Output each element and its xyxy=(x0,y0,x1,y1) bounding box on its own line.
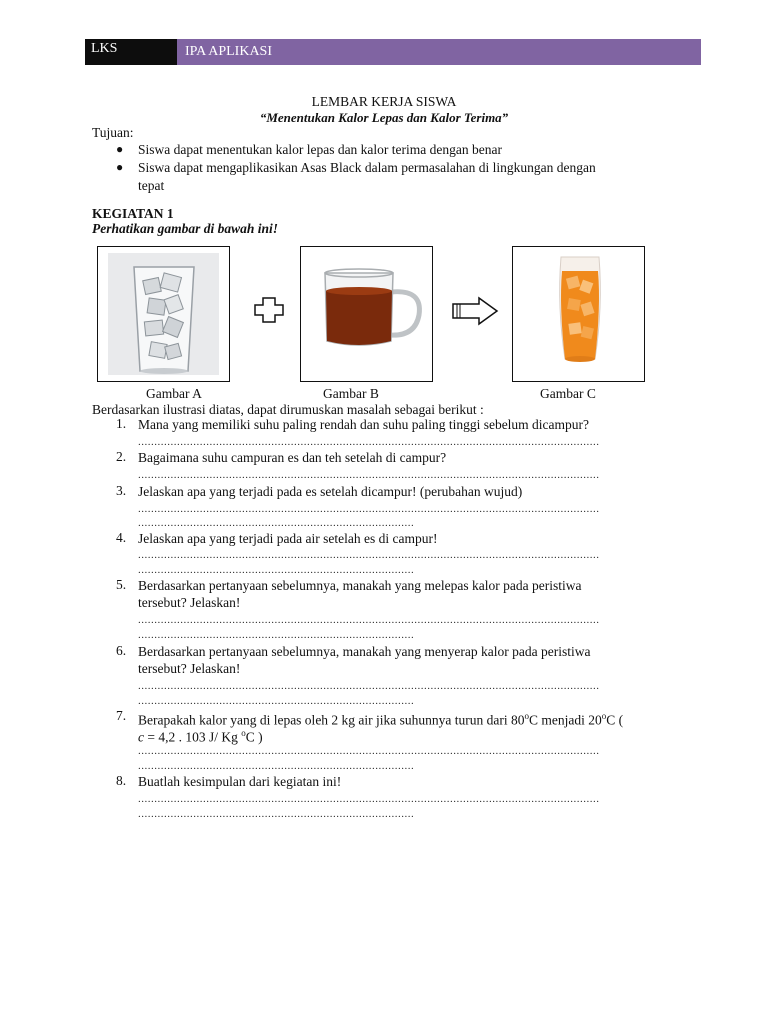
tujuan-item-1: Siswa dapat menentukan kalor lepas dan kalor terima dengan benar xyxy=(138,142,502,157)
answer-line[interactable]: ..................................................................................... xyxy=(138,629,415,641)
question-6-text: Berdasarkan pertanyaan sebelumnya, manakah yang menyerap kalor pada peristiwa xyxy=(138,644,591,659)
answer-line[interactable]: .............................................................................................................................................. xyxy=(138,549,600,561)
caption-gambar-c: Gambar C xyxy=(540,386,596,401)
figure-c-frame xyxy=(512,246,645,382)
arrow-right-icon xyxy=(451,296,499,326)
worksheet-subtitle: “Menentukan Kalor Lepas dan Kalor Terima” xyxy=(259,110,509,125)
question-number: 8. xyxy=(116,773,127,788)
answer-line[interactable]: .............................................................................................................................................. xyxy=(138,745,600,757)
answer-line[interactable]: ..................................................................................... xyxy=(138,564,415,576)
answer-line[interactable]: .............................................................................................................................................. xyxy=(138,680,600,692)
answer-line[interactable]: .............................................................................................................................................. xyxy=(138,469,600,481)
kegiatan-title: KEGIATAN 1 xyxy=(92,206,174,221)
tujuan-label: Tujuan: xyxy=(92,125,134,140)
header-subject-label: IPA APLIKASI xyxy=(177,39,701,65)
answer-line[interactable]: ..................................................................................... xyxy=(138,695,415,707)
iced-tea-glass-icon xyxy=(513,247,644,381)
tujuan-item-2-cont: tepat xyxy=(138,178,165,193)
header-lks-label: LKS xyxy=(85,39,177,65)
question-5-text-cont: tersebut? Jelaskan! xyxy=(138,595,241,610)
answer-line[interactable]: ..................................................................................... xyxy=(138,760,415,772)
problem-intro: Berdasarkan ilustrasi diatas, dapat dirumuskan masalah sebagai berikut : xyxy=(92,402,484,417)
question-number: 5. xyxy=(116,577,127,592)
figure-a-frame xyxy=(97,246,230,382)
tujuan-item-2: Siswa dapat mengaplikasikan Asas Black dalam permasalahan di lingkungan dengan xyxy=(138,160,596,175)
question-number: 1. xyxy=(116,416,127,431)
question-7-text: Berapakah kalor yang di lepas oleh 2 kg air jika suhunnya turun dari 80$^o$C menjadi 20$^o$C ( xyxy=(138,711,624,728)
question-1-text: Mana yang memiliki suhu paling rendah dan suhu paling tinggi sebelum dicampur? xyxy=(138,417,590,432)
caption-gambar-b: Gambar B xyxy=(323,386,379,401)
question-6-text-cont: tersebut? Jelaskan! xyxy=(138,661,241,676)
question-7-text-cont: c = 4,2 . 103 J/ Kg $^o$C ) xyxy=(138,728,263,745)
answer-line[interactable]: ..................................................................................... xyxy=(138,517,415,529)
figure-b-frame xyxy=(300,246,433,382)
answer-line[interactable]: .............................................................................................................................................. xyxy=(138,436,600,448)
question-number: 3. xyxy=(116,483,127,498)
ice-glass-icon xyxy=(98,247,229,381)
question-3-text: Jelaskan apa yang terjadi pada es setelah dicampur! (perubahan wujud) xyxy=(138,484,523,499)
kegiatan-instruction: Perhatikan gambar di bawah ini! xyxy=(92,221,279,236)
answer-line[interactable]: .............................................................................................................................................. xyxy=(138,793,600,805)
worksheet-title: LEMBAR KERJA SISWA xyxy=(311,94,457,109)
plus-icon xyxy=(253,296,285,324)
question-number: 7. xyxy=(116,708,127,723)
answer-line[interactable]: ..................................................................................... xyxy=(138,808,415,820)
bullet-icon: ● xyxy=(116,160,124,174)
tea-mug-icon xyxy=(301,247,432,381)
header-bar xyxy=(85,39,701,65)
question-2-text: Bagaimana suhu campuran es dan teh setelah di campur? xyxy=(138,450,447,465)
answer-line[interactable]: .............................................................................................................................................. xyxy=(138,614,600,626)
question-number: 4. xyxy=(116,530,127,545)
bullet-icon: ● xyxy=(116,142,124,156)
question-number: 2. xyxy=(116,449,127,464)
question-4-text: Jelaskan apa yang terjadi pada air setelah es di campur! xyxy=(138,531,438,546)
question-number: 6. xyxy=(116,643,127,658)
question-8-text: Buatlah kesimpulan dari kegiatan ini! xyxy=(138,774,342,789)
question-5-text: Berdasarkan pertanyaan sebelumnya, manakah yang melepas kalor pada peristiwa xyxy=(138,578,582,593)
answer-line[interactable]: .............................................................................................................................................. xyxy=(138,503,600,515)
caption-gambar-a: Gambar A xyxy=(146,386,202,401)
